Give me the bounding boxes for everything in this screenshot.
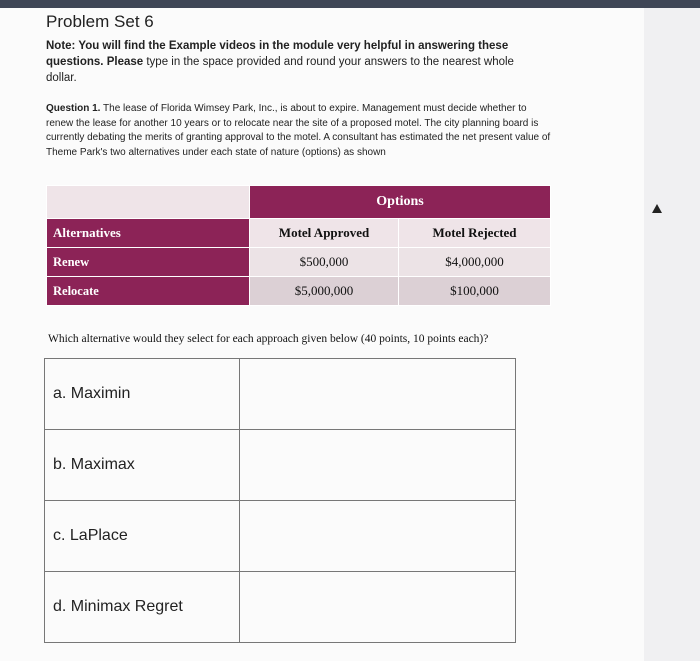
answer-row-maximin [45, 359, 516, 430]
mouse-cursor-icon [652, 204, 662, 213]
answer-label: c. LaPlace [45, 501, 240, 572]
table-cell: $4,000,000 [399, 248, 551, 277]
table-corner-cell [47, 186, 250, 219]
question-label: Question 1. [46, 103, 101, 114]
question-prompt: Which alternative would they select for each approach given below (40 points, 10 points each)? [48, 333, 489, 345]
options-table [46, 185, 551, 306]
options-header: Options [250, 186, 551, 219]
top-bar [0, 0, 700, 8]
answer-row-laplace [45, 501, 516, 572]
table-row [47, 248, 551, 277]
column-header-motel-rejected: Motel Rejected [399, 219, 551, 248]
answer-row-maximax [45, 430, 516, 501]
column-header-motel-approved: Motel Approved [250, 219, 399, 248]
answer-row-minimax-regret [45, 572, 516, 643]
answer-table [44, 358, 516, 643]
answer-field-maximin[interactable] [240, 359, 516, 430]
table-cell: $100,000 [399, 277, 551, 306]
table-row [47, 277, 551, 306]
table-cell: $5,000,000 [250, 277, 399, 306]
alternatives-header: Alternatives [47, 219, 250, 248]
note-rest: type in the space provided and round your answers to the nearest whole dollar. [46, 56, 514, 84]
answer-label: d. Minimax Regret [45, 572, 240, 643]
answer-label: b. Maximax [45, 430, 240, 501]
row-label-renew: Renew [47, 248, 250, 277]
page-title: Problem Set 6 [46, 12, 154, 31]
table-cell: $500,000 [250, 248, 399, 277]
question-text: The lease of Florida Wimsey Park, Inc., is about to expire. Management must decide whether to renew the lease for another 10 years or to relocate near the site of a proposed motel. The city planning board is currently debating the merits of granting approval to the motel. A consultant has estimated the net present value of Theme Park's two alternatives under each state of nature (options) as shown [46, 103, 551, 158]
row-label-relocate: Relocate [47, 277, 250, 306]
note-lead: Note: You will find the Example videos in the module very helpful in answering these questions. Please [46, 40, 509, 68]
answer-field-maximax[interactable] [240, 430, 516, 501]
answer-field-minimax-regret[interactable] [240, 572, 516, 643]
right-gutter [644, 8, 700, 661]
note-paragraph [46, 38, 546, 86]
answer-label: a. Maximin [45, 359, 240, 430]
answer-field-laplace[interactable] [240, 501, 516, 572]
question-paragraph [46, 102, 556, 160]
